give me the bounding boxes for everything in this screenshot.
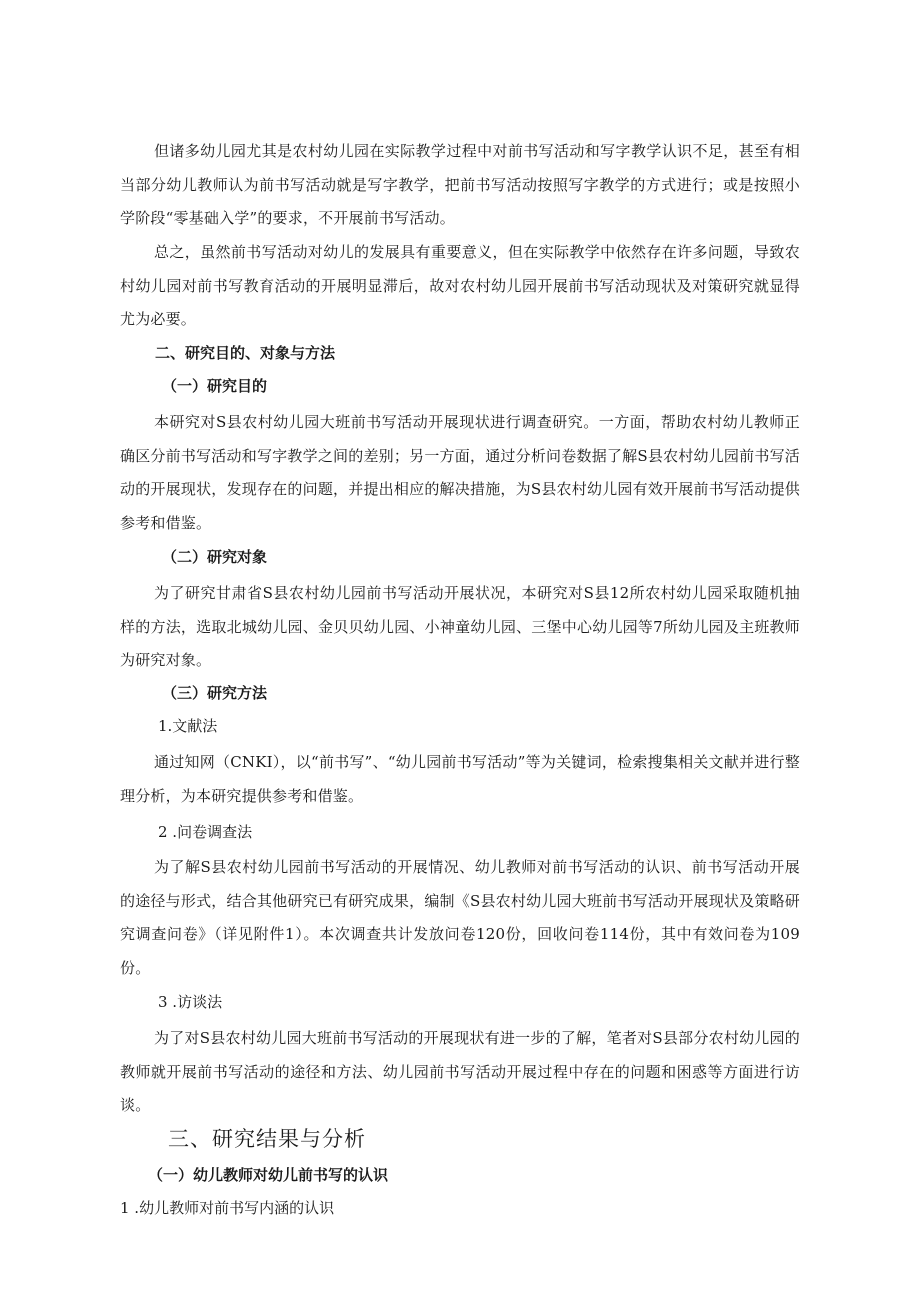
paragraph-literature-method: 通过知网（CNKI），以“前书写”、“幼儿园前书写活动”等为关键词，检索搜集相关文献并进行整理分析，为本研究提供参考和借鉴。	[120, 753, 800, 805]
subheading-research-purpose: （一）研究目的	[162, 377, 268, 395]
paragraph-interview-method: 为了对S县农村幼儿园大班前书写活动的开展现状有进一步的了解，笔者对S县部分农村幼儿园的教师就开展前书写活动的途径和方法、幼儿园前书写活动开展过程中存在的问题和困惑等方面进行访谈。	[120, 1029, 800, 1114]
subheading-research-method: （三）研究方法	[162, 684, 268, 702]
method-literature: 1.文献法	[158, 717, 218, 735]
subheading-research-object: （二）研究对象	[162, 548, 268, 566]
item-understanding-connotation: 1 .幼儿教师对前书写内涵的认识	[120, 1199, 335, 1217]
section-heading-results-analysis: 三、研究结果与分析	[168, 1127, 366, 1151]
paragraph-conclusion-necessity: 总之，虽然前书写活动对幼儿的发展具有重要意义，但在实际教学中依然存在许多问题，导致农村幼儿园对前书写教育活动的开展明显滞后，故对农村幼儿园开展前书写活动现状及对策研究就显得尤为必要。	[120, 243, 800, 328]
section-heading-purpose-object-method: 二、研究目的、对象与方法	[155, 344, 336, 362]
method-questionnaire: 2 .问卷调查法	[158, 823, 253, 841]
method-interview: 3 .访谈法	[158, 993, 223, 1011]
paragraph-research-object: 为了研究甘肃省S县农村幼儿园前书写活动开展状况，本研究对S县12所农村幼儿园采取随机抽样的方法，选取北城幼儿园、金贝贝幼儿园、小神童幼儿园、三堡中心幼儿园等7所幼儿园及主班教师为研究对象。	[120, 584, 800, 669]
paragraph-questionnaire-method: 为了解S县农村幼儿园前书写活动的开展情况、幼儿教师对前书写活动的认识、前书写活动开展的途径与形式，结合其他研究已有研究成果，编制《S县农村幼儿园大班前书写活动开展现状及策略研究调查问卷》（详见附件1）。本次调查共计发放问卷120份，回收问卷114份，其中有效问卷为109份。	[120, 858, 800, 977]
paragraph-rural-kindergarten-misunderstanding: 但诸多幼儿园尤其是农村幼儿园在实际教学过程中对前书写活动和写字教学认识不足，甚至有相当部分幼儿教师认为前书写活动就是写字教学，把前书写活动按照写字教学的方式进行；或是按照小学阶段“零基础入学”的要求，不开展前书写活动。	[120, 142, 800, 227]
paragraph-research-purpose: 本研究对S县农村幼儿园大班前书写活动开展现状进行调查研究。一方面，帮助农村幼儿教师正确区分前书写活动和写字教学之间的差别；另一方面，通过分析问卷数据了解S县农村幼儿园前书写活动的开展现状，发现存在的问题，并提出相应的解决措施，为S县农村幼儿园有效开展前书写活动提供参考和借鉴。	[120, 413, 800, 532]
subheading-teacher-understanding: （一）幼儿教师对幼儿前书写的认识	[148, 1166, 389, 1184]
